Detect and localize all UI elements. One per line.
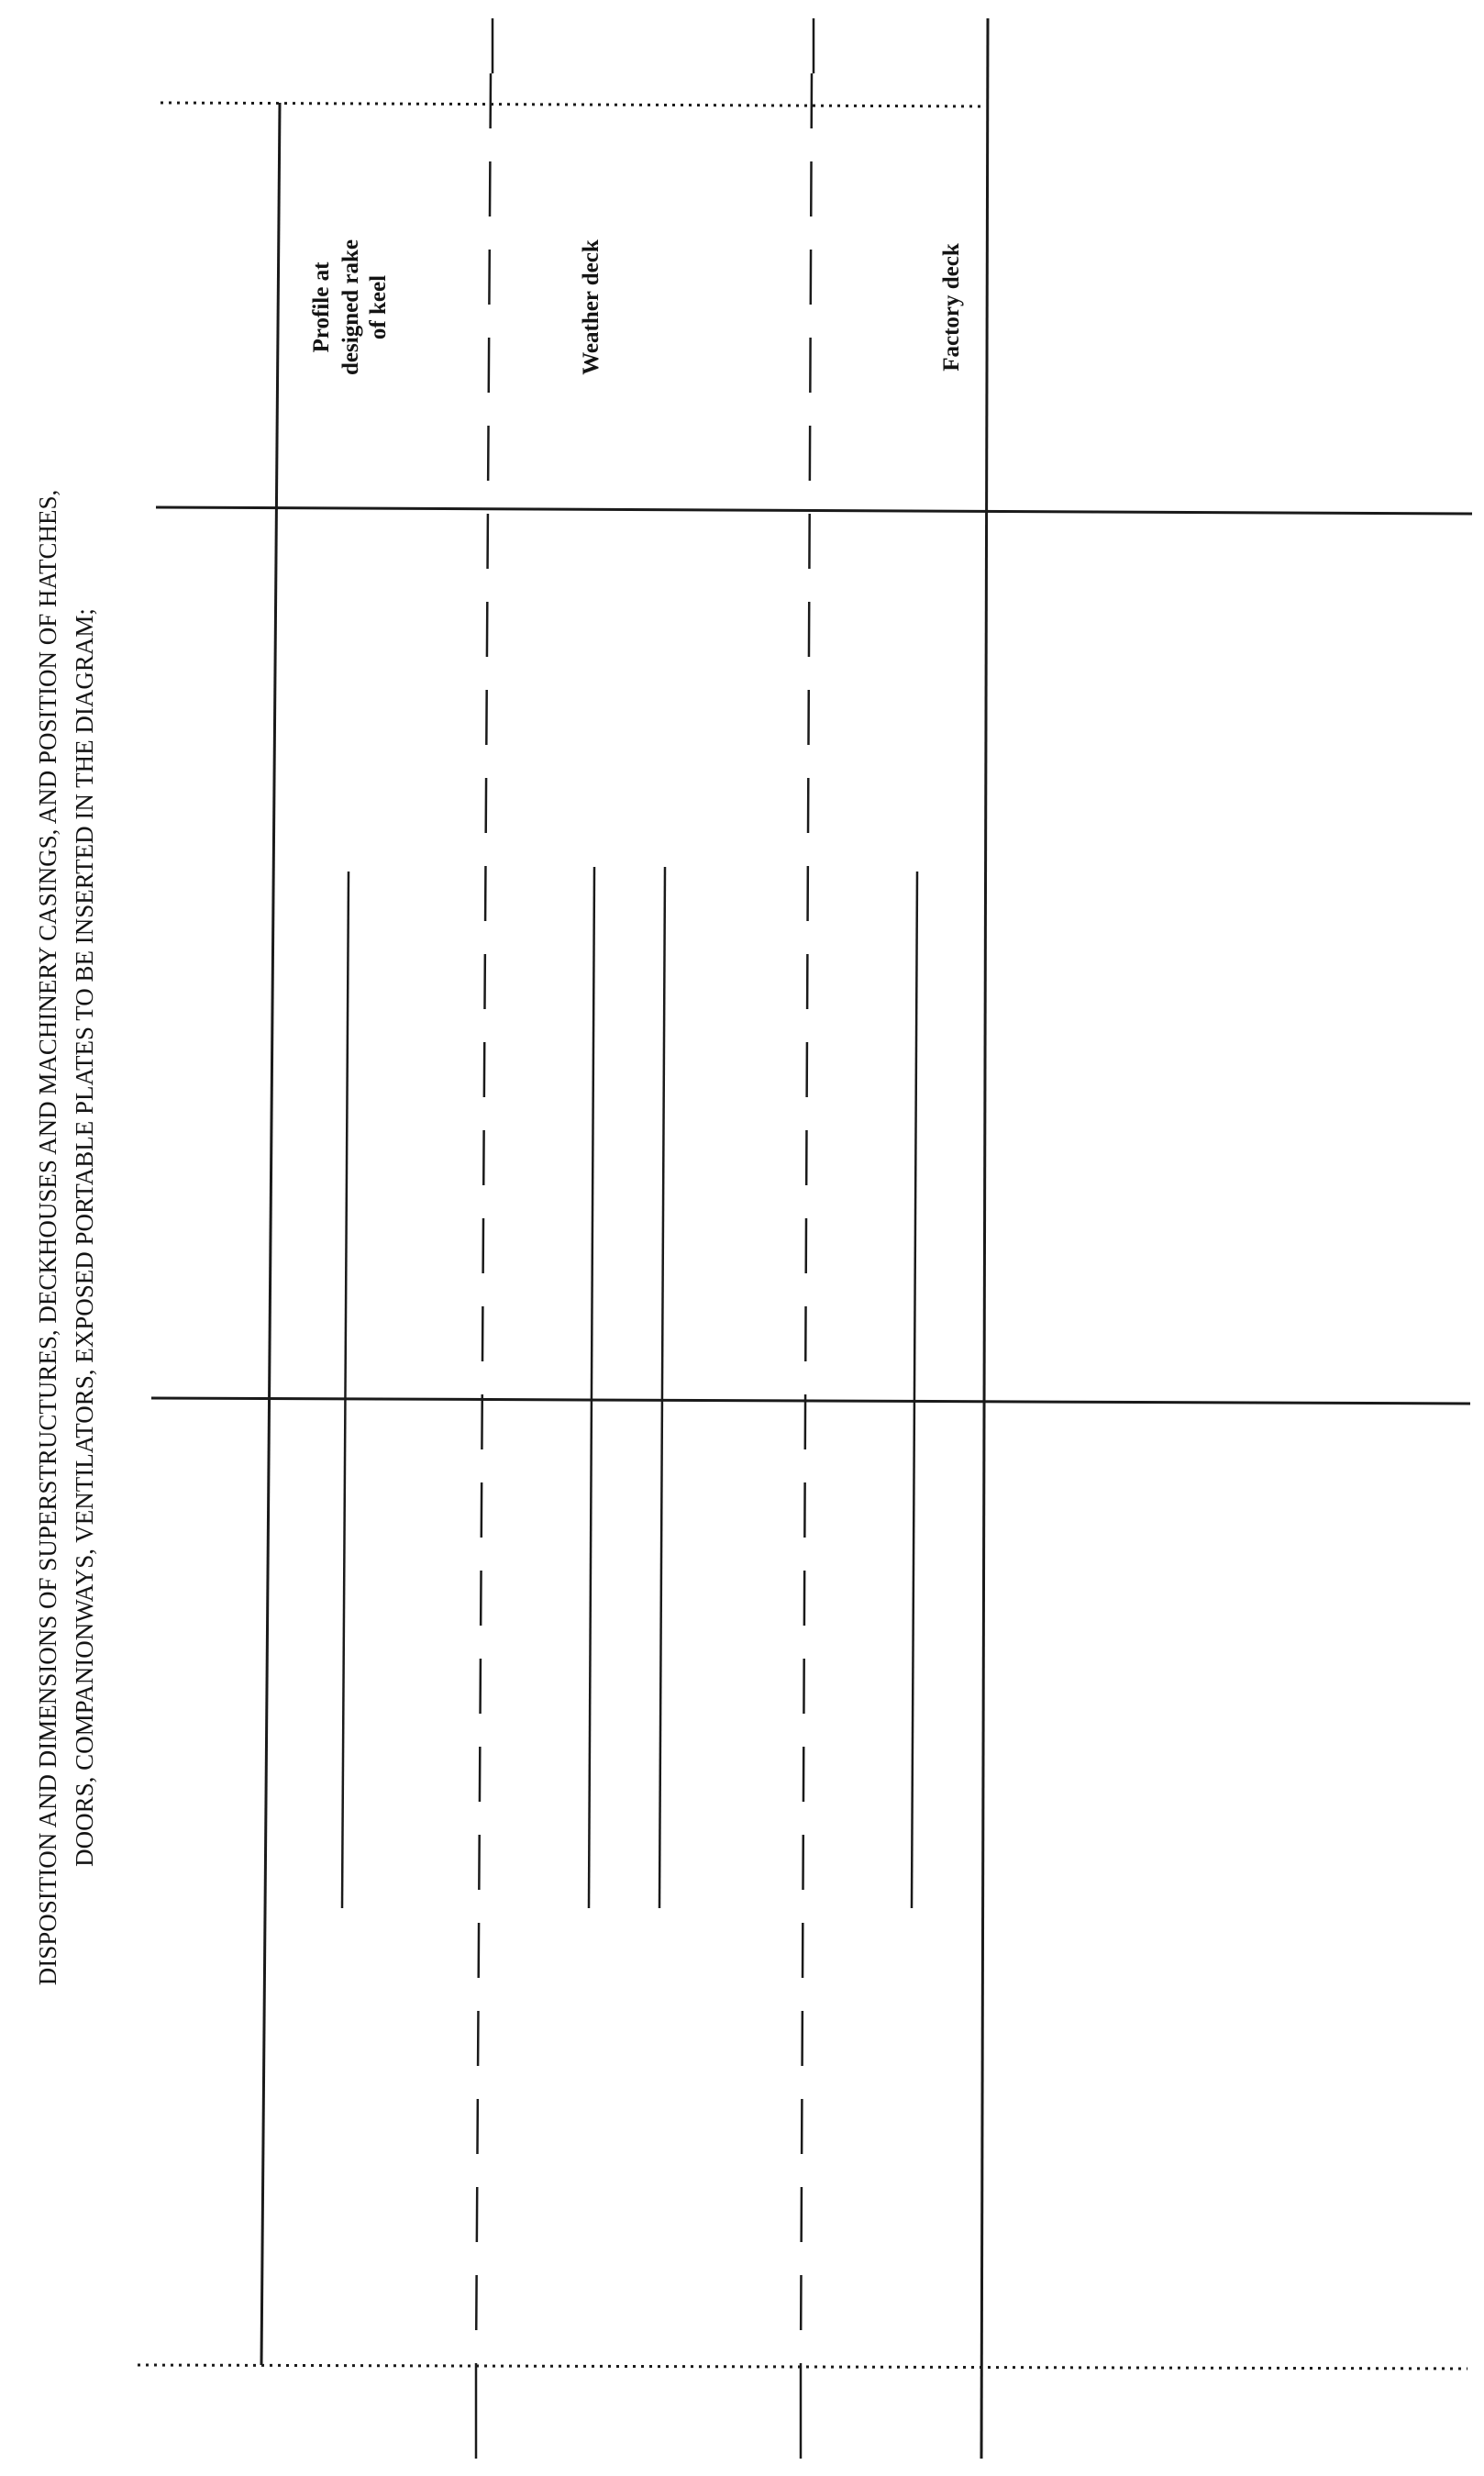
title-line-2: DOORS, COMPANIONWAYS, VENTILATORS, EXPOSED PORTABLE PLATES TO BE INSERTED IN THE DIAGRAM; <box>71 608 98 1867</box>
diagram-title <box>34 490 61 1985</box>
factory-deck-label-text: Factory deck <box>939 243 964 372</box>
bottom-dotted-line <box>138 2365 1467 2369</box>
profile-inner-line <box>342 872 349 1908</box>
upper-cross-line <box>156 507 1472 514</box>
weather-deck-label-text: Weather deck <box>579 239 604 375</box>
top-dotted-line <box>161 103 986 106</box>
factory-deck-dashed-line <box>801 73 812 2365</box>
profile-label-line-1: Profile at <box>309 261 334 353</box>
weather-deck-inner-line-1 <box>589 867 594 1908</box>
frame-right-line <box>981 18 988 2459</box>
profile-label <box>309 239 391 375</box>
title-line-1: DISPOSITION AND DIMENSIONS OF SUPERSTRUCTURES, DECKHOUSES AND MACHINERY CASINGS, AND POSITION OF HATCHES, <box>34 489 61 1986</box>
frame-left-line <box>261 103 280 2365</box>
profile-label-line-3: of keel <box>366 274 391 340</box>
weather-deck-dashed-line <box>476 73 491 2365</box>
profile-label-line-2: designed rake <box>338 239 363 375</box>
weather-deck-inner-line-2 <box>659 867 665 1908</box>
lower-cross-line <box>151 1398 1470 1404</box>
weather-deck-label <box>579 239 604 375</box>
factory-deck-inner-line <box>912 872 917 1908</box>
diagram-title-2 <box>71 608 98 1867</box>
factory-deck-label <box>939 243 964 372</box>
